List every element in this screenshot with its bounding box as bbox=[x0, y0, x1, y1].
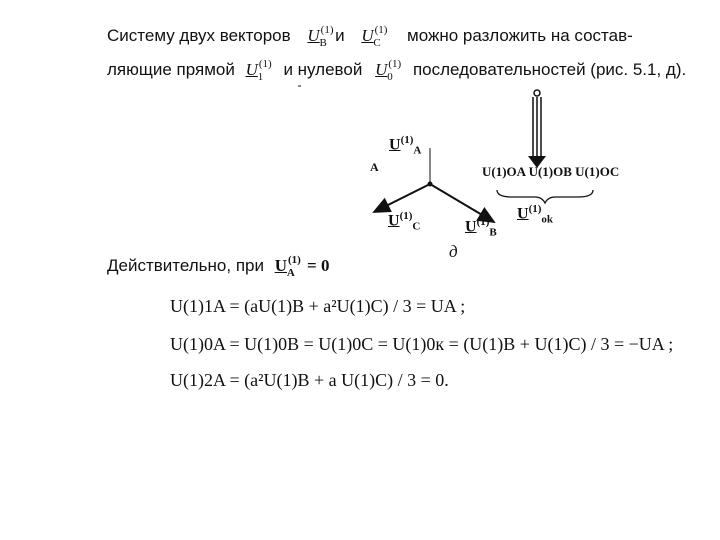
zero-sequence-origin bbox=[534, 90, 540, 96]
line1-text-b: можно разложить на состав- bbox=[407, 26, 633, 45]
line2-text-a: ляющие прямой bbox=[107, 60, 235, 79]
zero-brace bbox=[497, 190, 593, 203]
vector-uc-symbol: $U^{(1)}_C$ bbox=[361, 24, 388, 49]
condition-rest: = 0 bbox=[307, 256, 330, 275]
zero-sequence-row: U(1)OA U(1)OB U(1)OC bbox=[482, 164, 620, 179]
equation-2: U(1)0A = U(1)0B = U(1)0C = U(1)0к = (U(1)B + U(1)C) / 3 = −UA ; bbox=[170, 334, 674, 354]
equation-3: U(1)2A = (a²U(1)B + a U(1)C) / 3 = 0. bbox=[170, 370, 449, 390]
figure-caption: д bbox=[449, 242, 458, 261]
left-edge-label: A bbox=[370, 160, 379, 174]
center-point bbox=[428, 182, 433, 187]
vector-uc-label: $U^{(1)}_C$ bbox=[388, 210, 421, 233]
vector-u1-symbol: $U^{(1)}_1$ bbox=[245, 58, 272, 83]
line1-and: и bbox=[335, 26, 345, 45]
u0k-label: $U^{(1)}_{ok}$ bbox=[517, 203, 554, 226]
vector-u0-symbol: $U^{(1)}_0$ bbox=[375, 58, 402, 83]
line2-text-c: последовательностей (рис. 5.1, д). bbox=[412, 60, 687, 79]
vector-ub-label: $U^{(1)}_B$ bbox=[465, 216, 497, 239]
line1-text-a: Систему двух векторов bbox=[107, 26, 291, 45]
vector-uc-arrow bbox=[374, 184, 430, 212]
condition-line bbox=[107, 254, 330, 279]
vector-ua-label: $U^{(1)}_A$ bbox=[389, 134, 422, 157]
indeed-text: Действительно, при bbox=[107, 256, 264, 275]
vector-ub-symbol: $U^{(1)}_B$ bbox=[307, 24, 334, 49]
line2-text-b: и нулевой bbox=[283, 60, 363, 79]
equation-1: U(1)1A = (aU(1)B + a²U(1)C) / 3 = UA ; bbox=[170, 296, 466, 316]
condition-symbol: $U^{(1)}_A$ bbox=[274, 254, 301, 279]
